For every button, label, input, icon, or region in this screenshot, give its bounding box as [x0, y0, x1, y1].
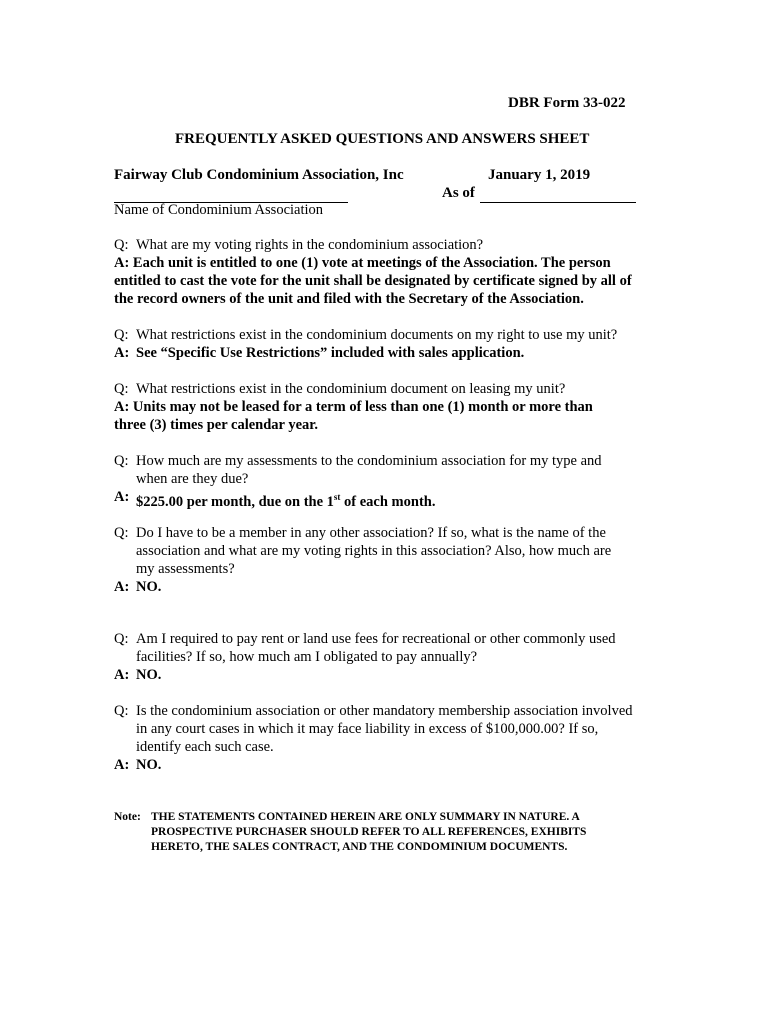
question-prefix: Q: — [114, 237, 129, 253]
answer-line: three (3) times per calendar year. — [114, 417, 319, 433]
question-text: What are my voting rights in the condominium association? — [136, 237, 484, 253]
answer-text: NO. — [136, 757, 162, 773]
form-number: DBR Form 33-022 — [508, 95, 626, 111]
question-prefix: Q: — [114, 703, 129, 719]
question-text: Do I have to be a member in any other association? If so, what is the name of the association and what are my voting rights in this association? Also, how much are my assessments? — [136, 525, 612, 577]
association-name-caption: Name of Condominium Association — [114, 202, 324, 218]
answer-prefix: A: — [114, 489, 130, 505]
answer-ordinal-suffix: st — [333, 492, 341, 502]
answer-line: A: Each unit is entitled to one (1) vote at meetings of the Association. The person — [114, 255, 611, 271]
qa-item-assessments — [114, 452, 662, 511]
answer-prefix: A: — [114, 757, 130, 773]
association-name: Fairway Club Condominium Association, Inc — [114, 167, 404, 183]
question-text: What restrictions exist in the condominium document on leasing my unit? — [136, 381, 566, 397]
question-text: Is the condominium association or other mandatory membership association involved in any court cases in which it may face liability in excess of $100,000.00? If so, identify each such case. — [136, 703, 633, 755]
answer-row — [114, 578, 662, 596]
as-of-line — [480, 202, 636, 203]
question-row — [114, 236, 662, 254]
answer-prefix: A: — [114, 667, 130, 683]
question-row — [114, 326, 662, 344]
answer-line: entitled to cast the vote for the unit shall be designated by certificate signed by all of — [114, 273, 632, 289]
answer-line: the record owners of the unit and filed with the Secretary of the Association. — [114, 291, 584, 307]
answer-text: NO. — [136, 667, 162, 683]
qa-item-voting-rights — [114, 236, 662, 308]
answer-rest: of each month. — [340, 493, 436, 510]
qa-item-rent-fees — [114, 630, 662, 684]
question-row — [114, 524, 662, 578]
qa-item-other-association — [114, 524, 662, 596]
question-row — [114, 702, 662, 756]
question-prefix: Q: — [114, 453, 129, 469]
question-prefix: Q: — [114, 381, 129, 397]
question-prefix: Q: — [114, 327, 129, 343]
as-of-date: January 1, 2019 — [488, 167, 591, 183]
answer-prefix: A: — [114, 579, 130, 595]
qa-item-use-restrictions — [114, 326, 662, 362]
as-of-label: As of — [442, 185, 475, 201]
question-text: Am I required to pay rent or land use fees for recreational or other commonly used facilities? If so, how much am I obligated to pay annually? — [136, 631, 616, 665]
answer-amount: $225.00 per month, due on the 1 — [136, 493, 334, 510]
qa-item-leasing — [114, 380, 662, 434]
answer-text: See “Specific Use Restrictions” included with sales application. — [136, 345, 525, 361]
note-label: Note: — [114, 811, 141, 823]
disclaimer-note — [114, 810, 586, 855]
question-prefix: Q: — [114, 525, 129, 541]
answer-text — [136, 488, 662, 511]
question-row — [114, 630, 662, 666]
document-title: FREQUENTLY ASKED QUESTIONS AND ANSWERS SHEET — [175, 131, 590, 147]
qa-item-court-cases — [114, 702, 662, 774]
answer-prefix: A: — [114, 345, 130, 361]
question-prefix: Q: — [114, 631, 129, 647]
question-row — [114, 452, 662, 488]
answer-row — [114, 756, 662, 774]
question-row — [114, 380, 662, 398]
answer-row — [114, 488, 662, 511]
answer-row — [114, 344, 662, 362]
question-text: How much are my assessments to the condominium association for my type and when are they due? — [136, 453, 602, 487]
answer-row — [114, 666, 662, 684]
note-text: THE STATEMENTS CONTAINED HEREIN ARE ONLY SUMMARY IN NATURE. A PROSPECTIVE PURCHASER SHOULD REFER TO ALL REFERENCES, EXHIBITS HERETO, THE SALES CONTRACT, AND THE CONDOMINIUM DOCUMENTS. — [151, 811, 587, 853]
answer-line: A: Units may not be leased for a term of less than one (1) month or more than — [114, 399, 593, 415]
question-text: What restrictions exist in the condominium documents on my right to use my unit? — [136, 327, 618, 343]
answer-text: NO. — [136, 579, 162, 595]
